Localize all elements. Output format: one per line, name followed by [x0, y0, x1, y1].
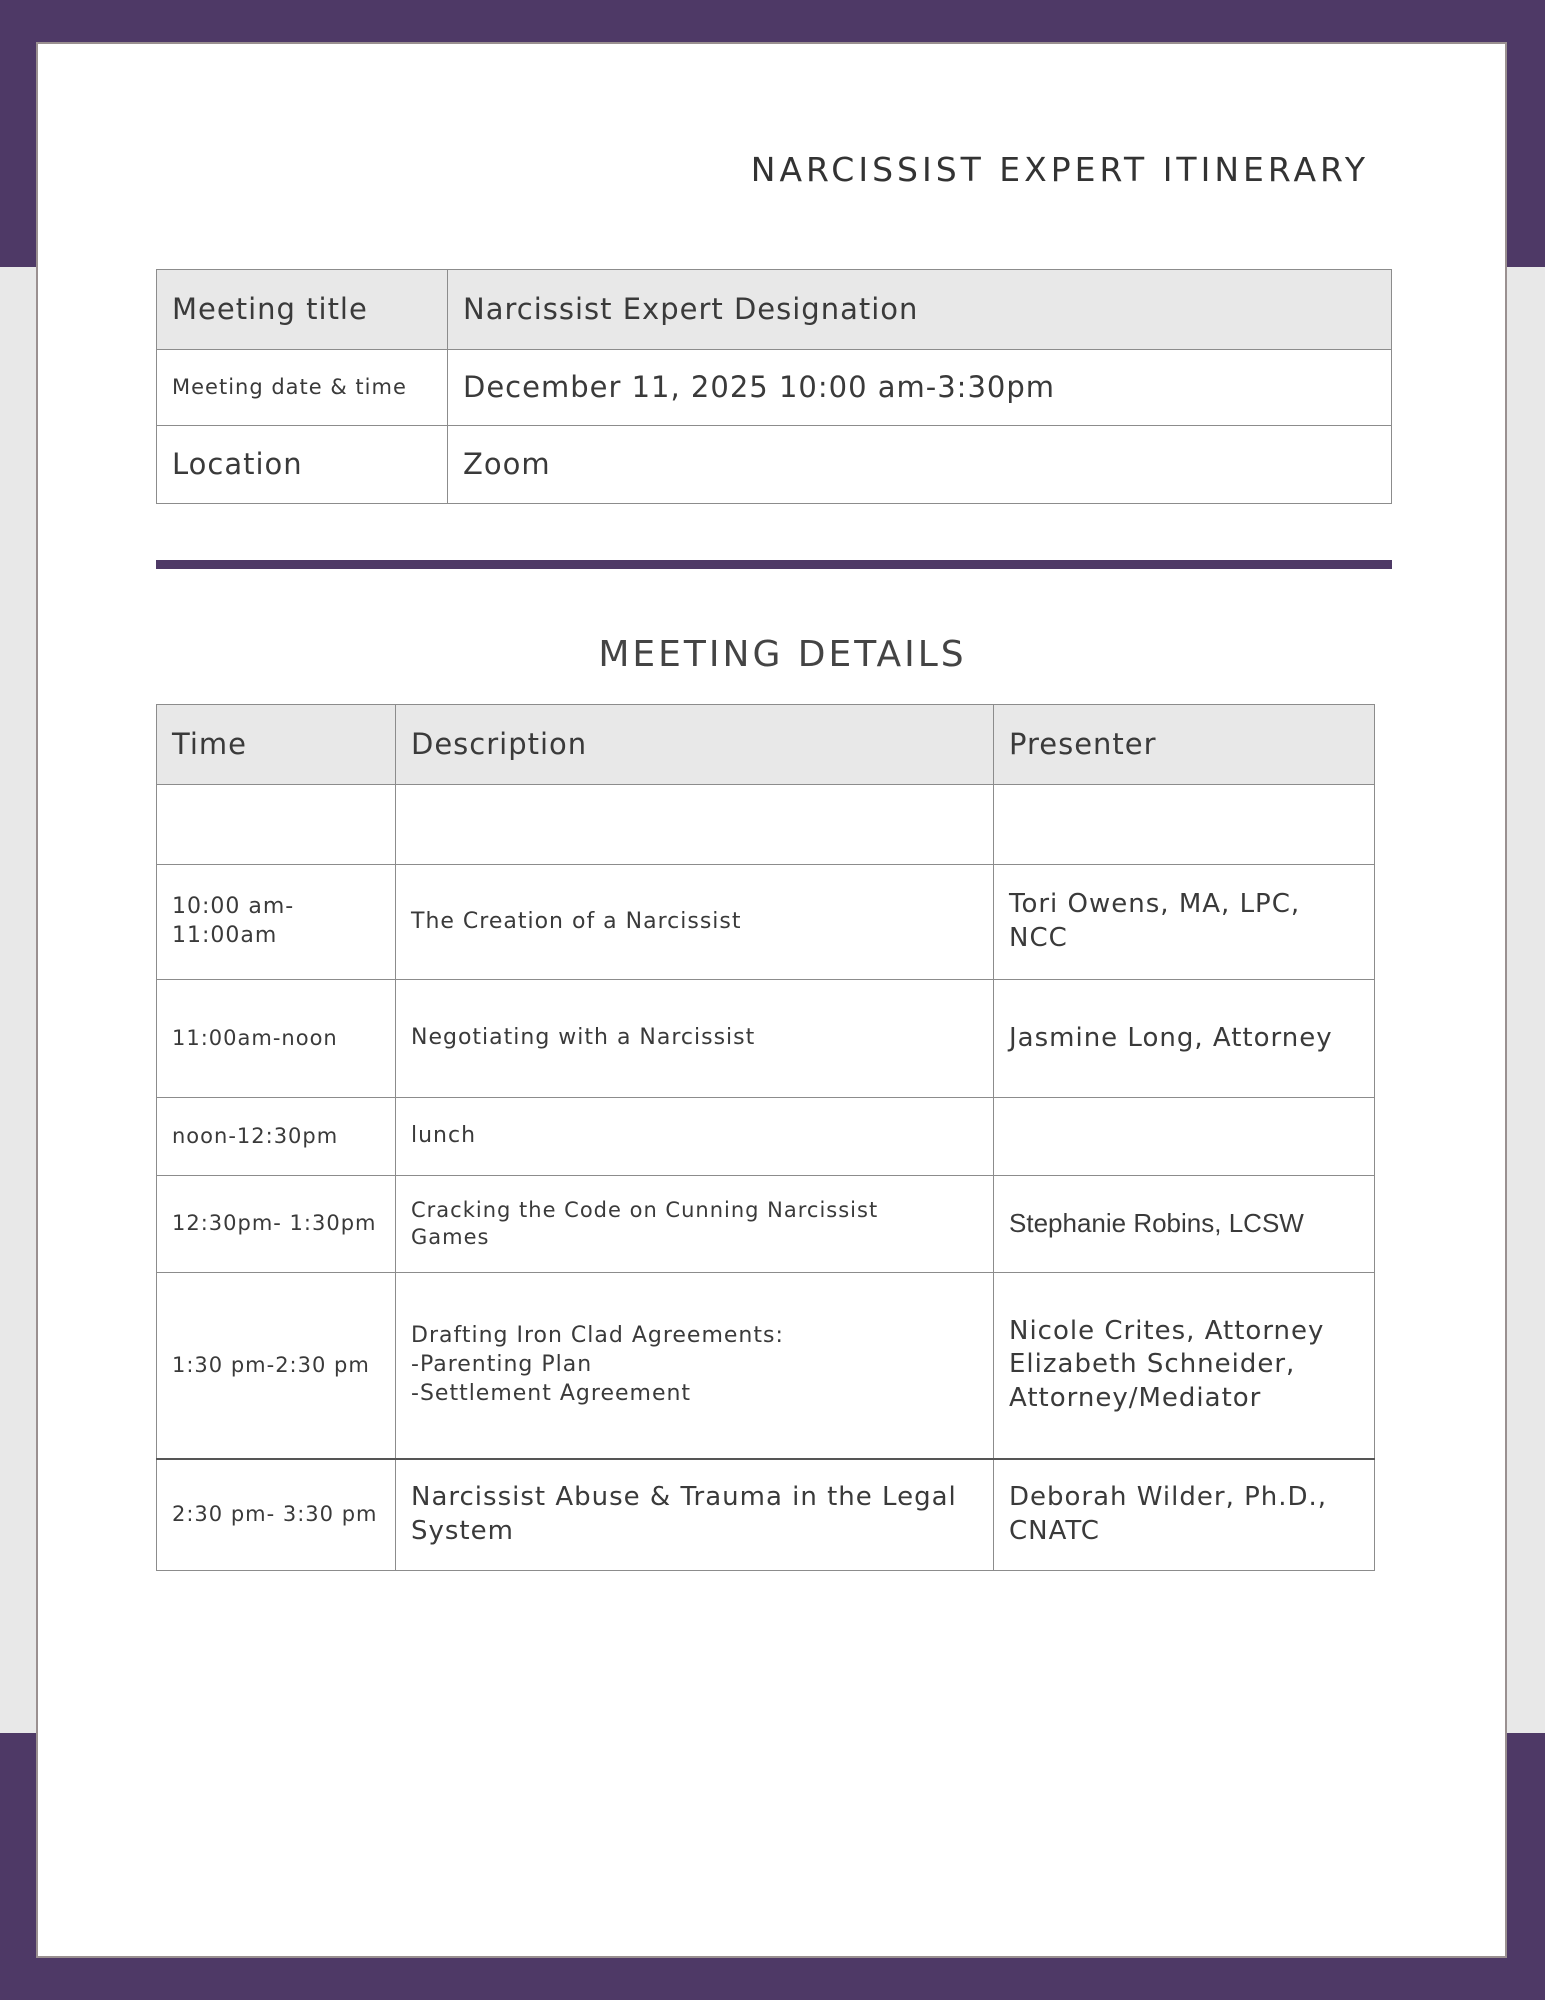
row-presenter: Stephanie Robins, LCSW: [994, 1176, 1375, 1273]
table-row: [157, 980, 1375, 1098]
meeting-date-row: [157, 350, 1392, 426]
row-presenter: [994, 1098, 1375, 1176]
meeting-date-label: Meeting date & time: [157, 350, 448, 426]
meeting-location-label: Location: [157, 426, 448, 504]
row-description: Drafting Iron Clad Agreements: -Parenting Plan -Settlement Agreement: [396, 1273, 994, 1459]
document-title: NARCISSIST EXPERT ITINERARY: [750, 150, 1369, 189]
table-row: [157, 1176, 1375, 1273]
row-description: Narcissist Abuse & Trauma in the Legal System: [396, 1459, 994, 1571]
row-presenter: [994, 785, 1375, 865]
header-description: Description: [396, 705, 994, 785]
table-header-row: [157, 705, 1375, 785]
row-presenter: Nicole Crites, Attorney Elizabeth Schneider, Attorney/Mediator: [994, 1273, 1375, 1459]
section-title: MEETING DETAILS: [598, 634, 967, 675]
meeting-date-value: December 11, 2025 10:00 am-3:30pm: [448, 350, 1392, 426]
row-presenter: Deborah Wilder, Ph.D., CNATC: [994, 1459, 1375, 1571]
table-row: [157, 1098, 1375, 1176]
header-time: Time: [157, 705, 396, 785]
document-page: [36, 42, 1507, 1958]
row-description: Cracking the Code on Cunning Narcissist Games: [396, 1176, 994, 1273]
row-time: 12:30pm- 1:30pm: [157, 1176, 396, 1273]
row-description: Negotiating with a Narcissist: [396, 980, 994, 1098]
table-row: [157, 785, 1375, 865]
meeting-location-value: Zoom: [448, 426, 1392, 504]
meeting-info-table: [156, 269, 1392, 504]
table-row: [157, 1273, 1375, 1459]
row-time: 1:30 pm-2:30 pm: [157, 1273, 396, 1459]
row-description: lunch: [396, 1098, 994, 1176]
meeting-title-value: Narcissist Expert Designation: [448, 270, 1392, 350]
row-presenter: Jasmine Long, Attorney: [994, 980, 1375, 1098]
row-description: [396, 785, 994, 865]
header-presenter: Presenter: [994, 705, 1375, 785]
row-time: noon-12:30pm: [157, 1098, 396, 1176]
table-row: [157, 1459, 1375, 1571]
row-time: 2:30 pm- 3:30 pm: [157, 1459, 396, 1571]
row-presenter: Tori Owens, MA, LPC, NCC: [994, 865, 1375, 980]
meeting-details-table: [156, 704, 1375, 1571]
meeting-title-row: [157, 270, 1392, 350]
row-time: 11:00am-noon: [157, 980, 396, 1098]
row-time: 10:00 am- 11:00am: [157, 865, 396, 980]
meeting-title-label: Meeting title: [157, 270, 448, 350]
table-row: [157, 865, 1375, 980]
row-time: [157, 785, 396, 865]
row-description: The Creation of a Narcissist: [396, 865, 994, 980]
section-divider: [156, 560, 1392, 569]
meeting-location-row: [157, 426, 1392, 504]
